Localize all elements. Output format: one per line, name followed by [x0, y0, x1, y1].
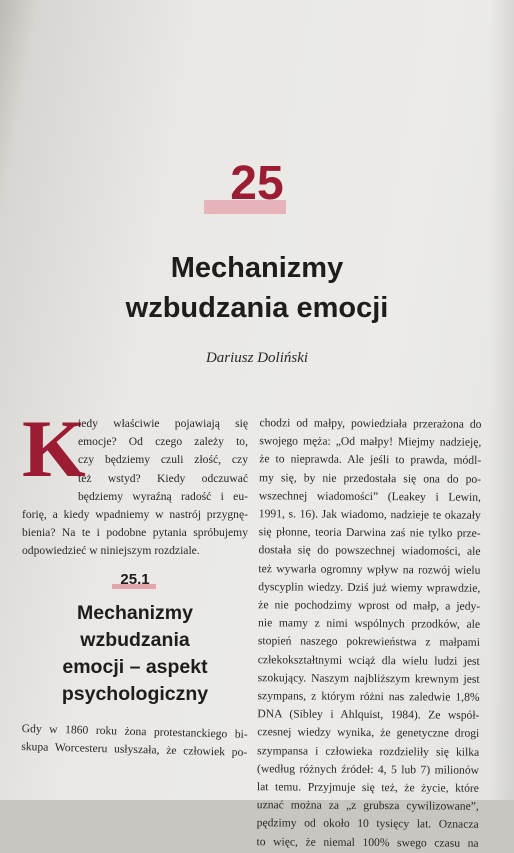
- text-line: szokujący. Naszym najbliższym krewnym jest: [257, 671, 480, 686]
- text-line: chodzi od małpy, powiedziała przerażona do: [259, 416, 482, 431]
- text-line: szympans, z którym różni nas zaledwie 1,8%: [257, 689, 480, 704]
- text-line: 1991, s. 16). Jak wiadomo, nadzieje te okazały: [258, 507, 481, 522]
- text-line: dyscyplin wiedzy. Dziś już wiemy wprawdzie,: [258, 580, 481, 595]
- right-column-paragraph: [256, 414, 481, 852]
- section-title-line: psychologiczny: [61, 683, 209, 705]
- text-line: my się, by nie przedostała się ona do po-: [259, 470, 482, 486]
- text-line: emocje? Od czego zależy to,: [78, 435, 248, 449]
- text-line: stopień naszego pokrewieństwa z małpami: [257, 634, 480, 650]
- text-line: DNA (Sibley i Ahlquist, 1984). Ze współ-: [257, 707, 480, 723]
- chapter-number: 25: [230, 157, 284, 210]
- section-paragraph: [21, 720, 248, 762]
- chapter-title-line: Mechanizmy: [170, 252, 344, 284]
- section-title: [22, 600, 248, 708]
- text-line: że nie pochodzimy wprost od małp, a jedy-: [258, 598, 481, 613]
- text-line: (według różnych źródeł: 4, 5 lub 7) milionów: [257, 762, 480, 777]
- text-line: też wywarła ogromny wpływ na rozwój wielu: [258, 561, 481, 577]
- chapter-title: [0, 248, 514, 328]
- intro-paragraph: [22, 403, 248, 561]
- text-line: forię, a kiedy wpadniemy w nastrój przygnę-: [22, 508, 248, 522]
- text-line: lat temu. Przyjmuje się też, że życie, które: [256, 780, 479, 795]
- text-line: czy będziemy czuli złość, czy: [78, 453, 248, 467]
- text-line: skupa Worcesteru usłyszała, że człowiek po-: [21, 740, 248, 760]
- page-edge-shadow: [490, 0, 514, 800]
- text-line: uznać można za „z grubsza cywilizowane”,: [256, 798, 479, 814]
- text-line: się płonne, teoria Darwina zaś nie tylko prze-: [258, 525, 481, 540]
- text-line: dostała się do powszechnej wiadomości, ale: [258, 543, 481, 559]
- text-line: pędzimy od około 10 tysięcy lat. Oznacza: [256, 816, 479, 832]
- section-title-line: emocji – aspekt: [62, 656, 208, 678]
- chapter-author: Dariusz Doliński: [205, 350, 309, 366]
- text-line: człekokształtnymi wciąż dla wielu ludzi jest: [257, 652, 480, 668]
- section-title-line: wzbudzania: [80, 629, 190, 651]
- text-line: czesnej wiedzy wynika, że genetyczne drogi: [257, 725, 480, 741]
- text-line: odpowiedzieć w niniejszym rozdziale.: [22, 544, 200, 558]
- text-line: bienia? Na te i podobne pytania spróbujemy: [22, 526, 248, 540]
- text-line: nie mamy z nimi wspólnych przodków, ale: [258, 616, 481, 632]
- section-title-line: Mechanizmy: [77, 602, 193, 624]
- chapter-title-line: wzbudzania emocji: [125, 292, 389, 324]
- text-line: wszechnej wiadomości” (Leakey i Lewin,: [258, 489, 481, 504]
- text-line: szympansa i człowieka rozdzieliły się kilka: [257, 743, 480, 759]
- text-line: też wstyd? Kiedy odczuwać: [78, 471, 248, 485]
- text-line: to więc, że niemal 100% swego czasu na: [256, 834, 479, 850]
- text-line: swojego męża: „Od małpy! Miejmy nadzieję,: [259, 434, 482, 449]
- running-head: [30, 44, 460, 54]
- text-line: iedy właściwie pojawiają się: [78, 417, 248, 430]
- text-line: będziemy wyraźną radość i eu-: [78, 489, 248, 503]
- text-line: Gdy w 1860 roku żona protestanckiego bi-: [21, 721, 248, 741]
- drop-cap: K: [22, 403, 86, 494]
- section-number: 25.1: [120, 571, 150, 588]
- text-line: że to nieprawda. Ale jeśli to prawda, módl-: [259, 452, 482, 468]
